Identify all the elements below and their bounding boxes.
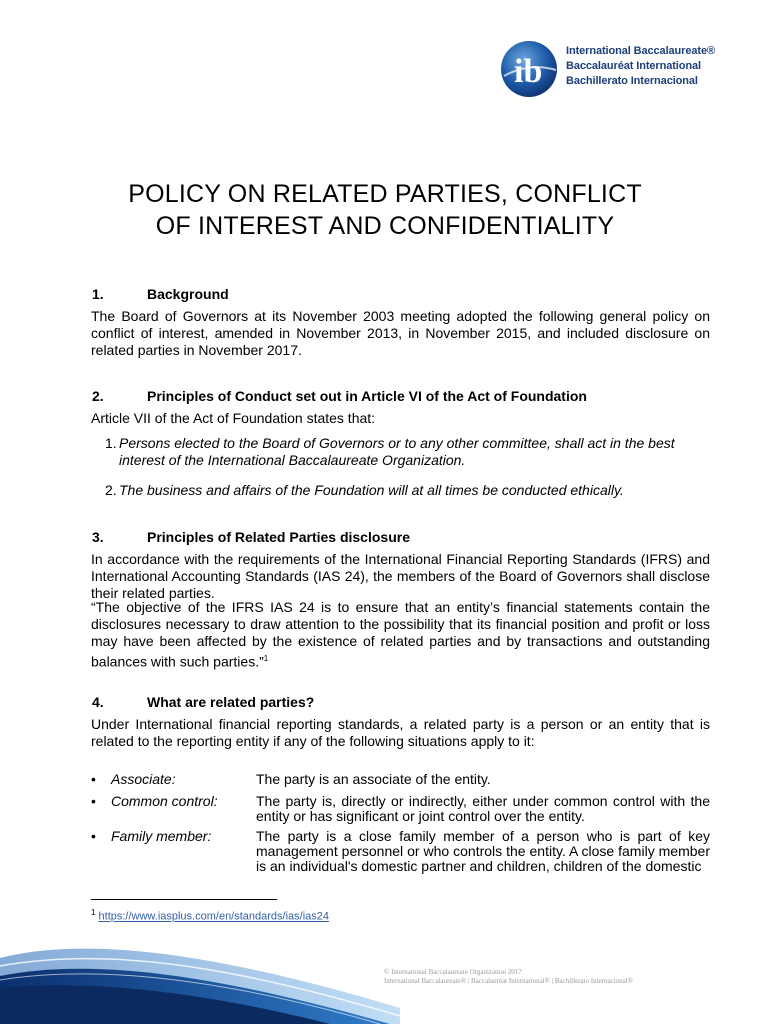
bullet-icon: •	[91, 771, 96, 787]
quote-text: “The objective of the IFRS IAS 24 is to ensure that an entity’s financial statements contain the disclosures necessary to draw attention to the possibility that its financial position and profit or loss may have been affected by the existence of related parties and by transactions and outstanding balances with such parties.”	[91, 599, 710, 670]
item-text-line-2: interest of the International Baccalaureate Organization.	[119, 452, 466, 468]
footnote-divider	[91, 899, 277, 900]
section-4-body: Under International financial reporting standards, a related party is a person or an entity that is related to the reporting entity if any of the following situations apply to it:	[91, 716, 710, 749]
section-2-heading	[92, 388, 587, 405]
bullet-term: Associate:	[111, 771, 176, 787]
item-number: 1.	[105, 435, 117, 451]
copyright-line-1: © International Baccalaureate Organization 2017	[384, 968, 522, 976]
ib-globe-icon	[500, 40, 558, 98]
document-title	[60, 178, 710, 242]
section-title: Background	[147, 286, 229, 302]
footer-wave-graphic	[0, 918, 400, 1024]
section-title: What are related parties?	[147, 694, 315, 710]
logo-line-3: Bachillerato Internacional	[566, 75, 698, 87]
logo-line-1: International Baccalaureate®	[566, 45, 715, 57]
footnote-ref[interactable]: 1	[263, 654, 269, 663]
copyright-line-2: International Baccalaureate® | Baccalauréat International® | Bachillerato Internacional®	[384, 977, 634, 985]
section-1-heading	[92, 286, 229, 303]
section-3-body: In accordance with the requirements of the International Financial Reporting Standards (IFRS) and International Accounting Standards (IAS 24), the members of the Board of Governors shall disclose their related parties.	[91, 551, 710, 601]
section-4-heading	[92, 694, 314, 711]
ib-logo	[500, 40, 720, 98]
item-number: 2.	[105, 482, 117, 498]
footnote-link[interactable]: https://www.iasplus.com/en/standards/ias/ias24	[98, 910, 330, 923]
article-item-1	[105, 435, 710, 469]
section-number: 4.	[92, 694, 104, 710]
section-title: Principles of Related Parties disclosure	[147, 529, 410, 545]
section-3-quote	[91, 599, 710, 671]
bullet-desc: The party is a close family member of a person who is part of key management personnel or who controls the entity. A close family member is an individual's domestic partner and children, children of the domestic	[256, 828, 710, 874]
item-text-line-1: The business and affairs of the Foundation will at all times be conducted ethically.	[119, 482, 624, 498]
title-line-1: POLICY ON RELATED PARTIES, CONFLICT	[128, 180, 642, 208]
bullet-icon: •	[91, 793, 96, 809]
bullet-term: Common control:	[111, 793, 218, 809]
section-number: 2.	[92, 388, 104, 404]
title-line-2: OF INTEREST AND CONFIDENTIALITY	[155, 212, 615, 240]
ib-logo-text	[566, 44, 715, 89]
bullet-desc: The party is an associate of the entity.	[256, 771, 491, 787]
ib-mark-text: ib	[514, 53, 543, 90]
section-number: 1.	[92, 286, 104, 302]
section-number: 3.	[92, 529, 104, 545]
article-item-2	[105, 482, 710, 499]
bullet-icon: •	[91, 828, 96, 844]
copyright-notice	[384, 968, 633, 986]
footnote-marker: 1	[91, 908, 96, 917]
logo-line-2: Baccalauréat International	[566, 60, 701, 72]
section-2-intro: Article VII of the Act of Foundation states that:	[91, 410, 376, 426]
item-text-line-1: Persons elected to the Board of Governors or to any other committee, shall act in the best	[119, 435, 675, 451]
bullet-term: Family member:	[111, 828, 212, 844]
section-3-heading	[92, 529, 410, 546]
section-1-body: The Board of Governors at its November 2003 meeting adopted the following general policy on conflict of interest, amended in November 2013, in November 2015, and included disclosure on related parties in November 2017.	[91, 308, 710, 358]
bullet-desc: The party is, directly or indirectly, either under common control with the entity or has significant or joint control over the entity.	[256, 793, 710, 824]
section-title: Principles of Conduct set out in Article VI of the Act of Foundation	[147, 388, 587, 404]
